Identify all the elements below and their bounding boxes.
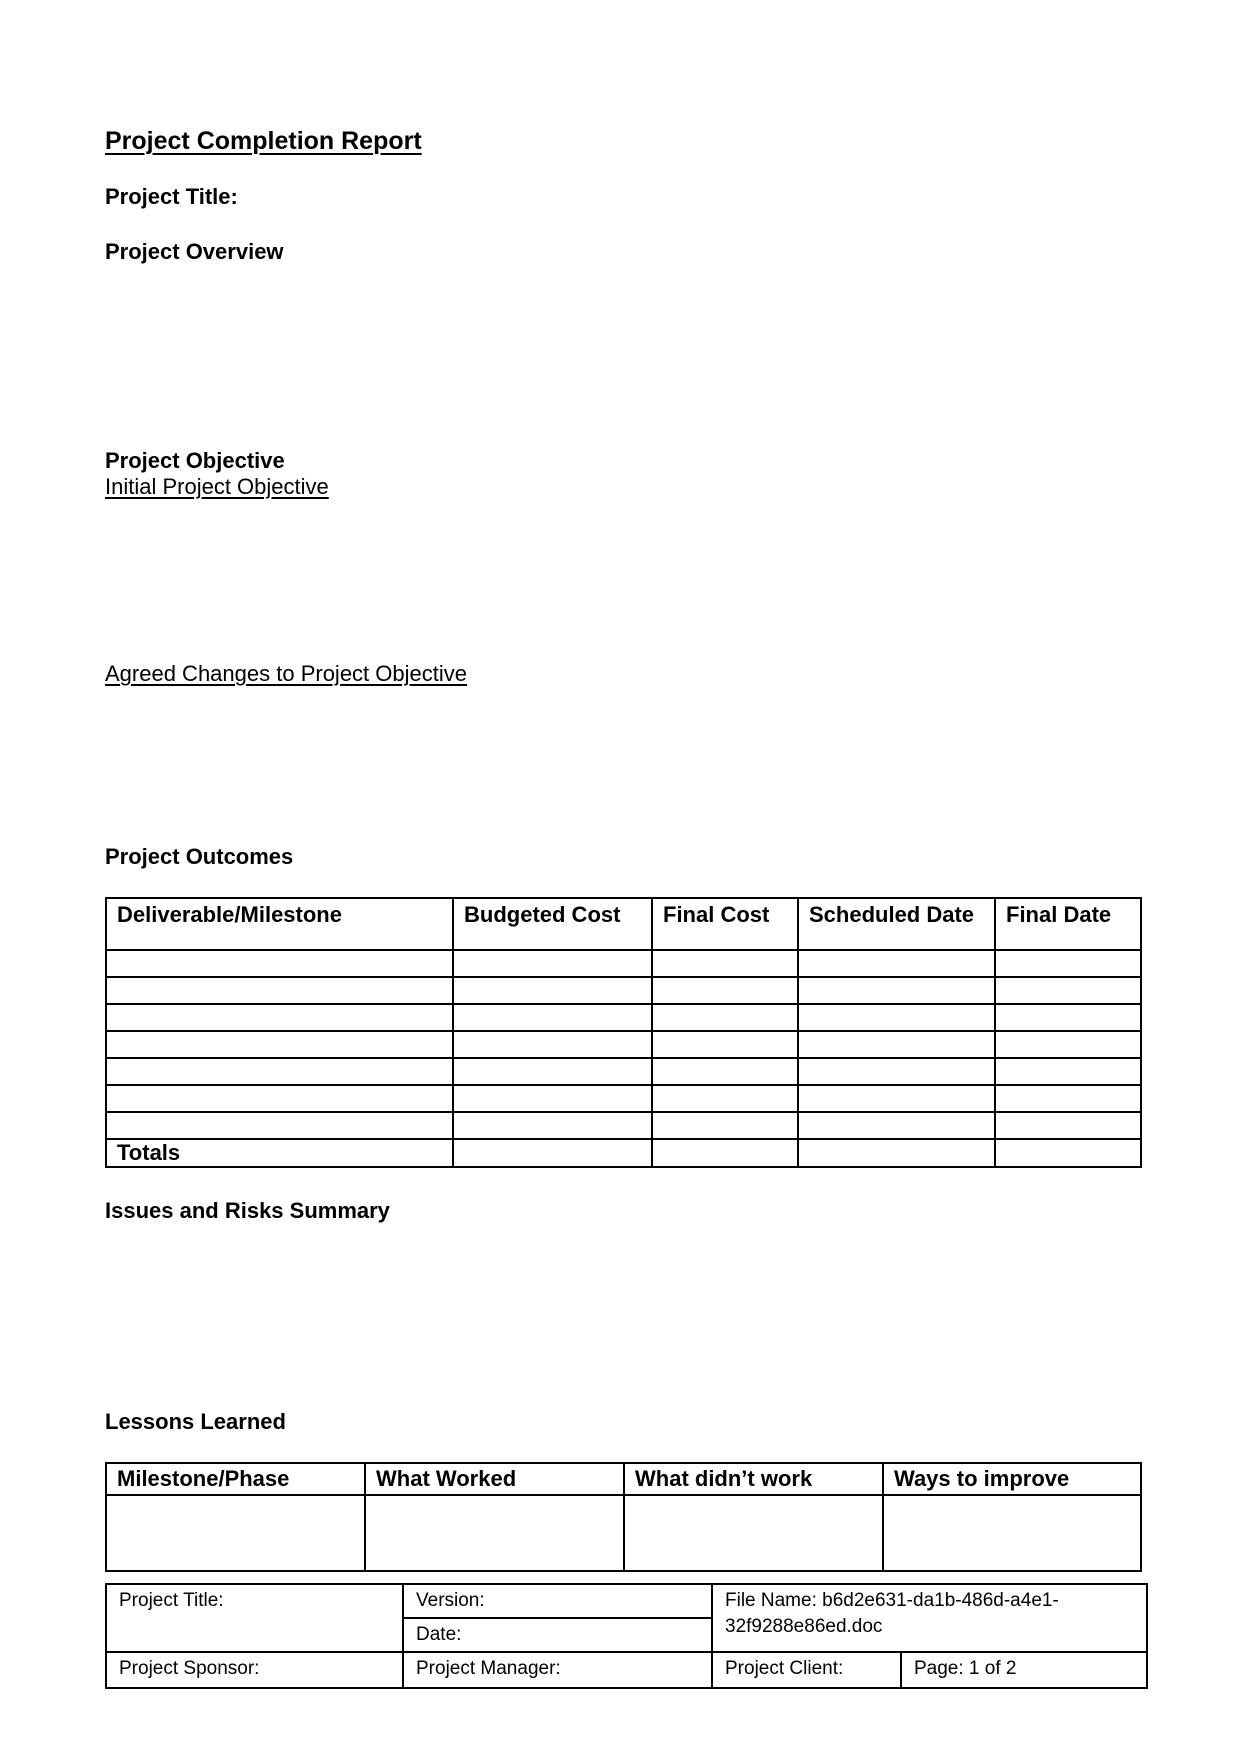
footer-page-number-cell: Page: 1 of 2 (901, 1652, 1147, 1688)
outcomes-totals-label: Totals (106, 1139, 453, 1167)
outcomes-totals-row (106, 1139, 1141, 1167)
outcomes-header-final-cost: Final Cost (652, 898, 798, 950)
outcomes-header-final-date: Final Date (995, 898, 1141, 950)
footer-project-manager-cell: Project Manager: (403, 1652, 712, 1688)
footer-date-cell: Date: (403, 1618, 712, 1652)
outcomes-empty-cell (106, 950, 453, 977)
footer-project-title-cell: Project Title: (106, 1584, 403, 1652)
outcomes-empty-row (106, 1031, 1141, 1058)
outcomes-empty-row (106, 1085, 1141, 1112)
outcomes-empty-cell (652, 977, 798, 1004)
outcomes-empty-cell (995, 1085, 1141, 1112)
lessons-header-what-worked: What Worked (365, 1463, 624, 1495)
outcomes-totals-scheduled-date-cell (798, 1139, 995, 1167)
outcomes-empty-cell (995, 1112, 1141, 1139)
outcomes-empty-row (106, 1112, 1141, 1139)
outcomes-empty-cell (798, 1004, 995, 1031)
doc-title: Project Completion Report (105, 127, 422, 155)
outcomes-empty-cell (798, 1031, 995, 1058)
footer-version-cell: Version: (403, 1584, 712, 1618)
outcomes-empty-row (106, 1058, 1141, 1085)
lessons-header-ways-to-improve: Ways to improve (883, 1463, 1141, 1495)
outcomes-header-row (106, 898, 1141, 950)
outcomes-empty-row (106, 950, 1141, 977)
outcomes-empty-cell (798, 1085, 995, 1112)
document-footer-table (105, 1583, 1148, 1689)
outcomes-empty-cell (453, 1031, 652, 1058)
footer-project-sponsor-cell: Project Sponsor: (106, 1652, 403, 1688)
outcomes-empty-cell (453, 1112, 652, 1139)
outcomes-empty-cell (106, 1085, 453, 1112)
footer-row-bottom (106, 1652, 1147, 1688)
lessons-empty-cell (106, 1495, 365, 1571)
outcomes-empty-cell (106, 1031, 453, 1058)
outcomes-empty-cell (995, 977, 1141, 1004)
outcomes-empty-cell (652, 1031, 798, 1058)
outcomes-empty-cell (798, 977, 995, 1004)
outcomes-empty-cell (453, 1004, 652, 1031)
section-heading-lessons-learned: Lessons Learned (105, 1409, 286, 1434)
lessons-empty-cell (883, 1495, 1141, 1571)
section-heading-project-title: Project Title: (105, 184, 238, 209)
outcomes-header-scheduled-date: Scheduled Date (798, 898, 995, 950)
outcomes-empty-row (106, 977, 1141, 1004)
subheading-initial-project-objective: Initial Project Objective (105, 474, 329, 499)
section-heading-project-overview: Project Overview (105, 239, 284, 264)
outcomes-empty-cell (106, 1112, 453, 1139)
outcomes-empty-cell (652, 1112, 798, 1139)
outcomes-empty-cell (106, 1058, 453, 1085)
outcomes-totals-final-cost-cell (652, 1139, 798, 1167)
outcomes-empty-cell (995, 1004, 1141, 1031)
outcomes-empty-cell (652, 1085, 798, 1112)
outcomes-empty-cell (652, 1004, 798, 1031)
outcomes-empty-cell (652, 1058, 798, 1085)
subheading-agreed-changes: Agreed Changes to Project Objective (105, 661, 467, 686)
lessons-header-row (106, 1463, 1141, 1495)
section-heading-project-objective: Project Objective (105, 448, 285, 473)
lessons-table (105, 1462, 1142, 1572)
outcomes-empty-cell (798, 950, 995, 977)
outcomes-empty-cell (798, 1112, 995, 1139)
outcomes-empty-cell (106, 977, 453, 1004)
outcomes-empty-cell (652, 950, 798, 977)
lessons-header-milestone-phase: Milestone/Phase (106, 1463, 365, 1495)
lessons-header-what-didnt-work: What didn’t work (624, 1463, 883, 1495)
outcomes-empty-cell (453, 1058, 652, 1085)
footer-file-name-cell: File Name: b6d2e631-da1b-486d-a4e1-32f9288e86ed.doc (712, 1584, 1147, 1652)
lessons-empty-cell (365, 1495, 624, 1571)
outcomes-empty-cell (995, 1031, 1141, 1058)
outcomes-header-budgeted-cost: Budgeted Cost (453, 898, 652, 950)
outcomes-empty-cell (995, 950, 1141, 977)
outcomes-totals-budgeted-cost-cell (453, 1139, 652, 1167)
outcomes-header-deliverable: Deliverable/Milestone (106, 898, 453, 950)
section-project-objective (105, 448, 329, 500)
section-heading-project-outcomes: Project Outcomes (105, 844, 294, 869)
outcomes-empty-cell (453, 1085, 652, 1112)
outcomes-totals-final-date-cell (995, 1139, 1141, 1167)
section-heading-issues-risks: Issues and Risks Summary (105, 1198, 390, 1223)
outcomes-empty-cell (453, 977, 652, 1004)
outcomes-empty-cell (453, 950, 652, 977)
footer-project-client-cell: Project Client: (712, 1652, 901, 1688)
outcomes-empty-row (106, 1004, 1141, 1031)
outcomes-empty-cell (106, 1004, 453, 1031)
outcomes-empty-cell (995, 1058, 1141, 1085)
footer-row-version (106, 1584, 1147, 1618)
outcomes-empty-cell (798, 1058, 995, 1085)
outcomes-table (105, 897, 1142, 1168)
lessons-empty-row (106, 1495, 1141, 1571)
lessons-empty-cell (624, 1495, 883, 1571)
